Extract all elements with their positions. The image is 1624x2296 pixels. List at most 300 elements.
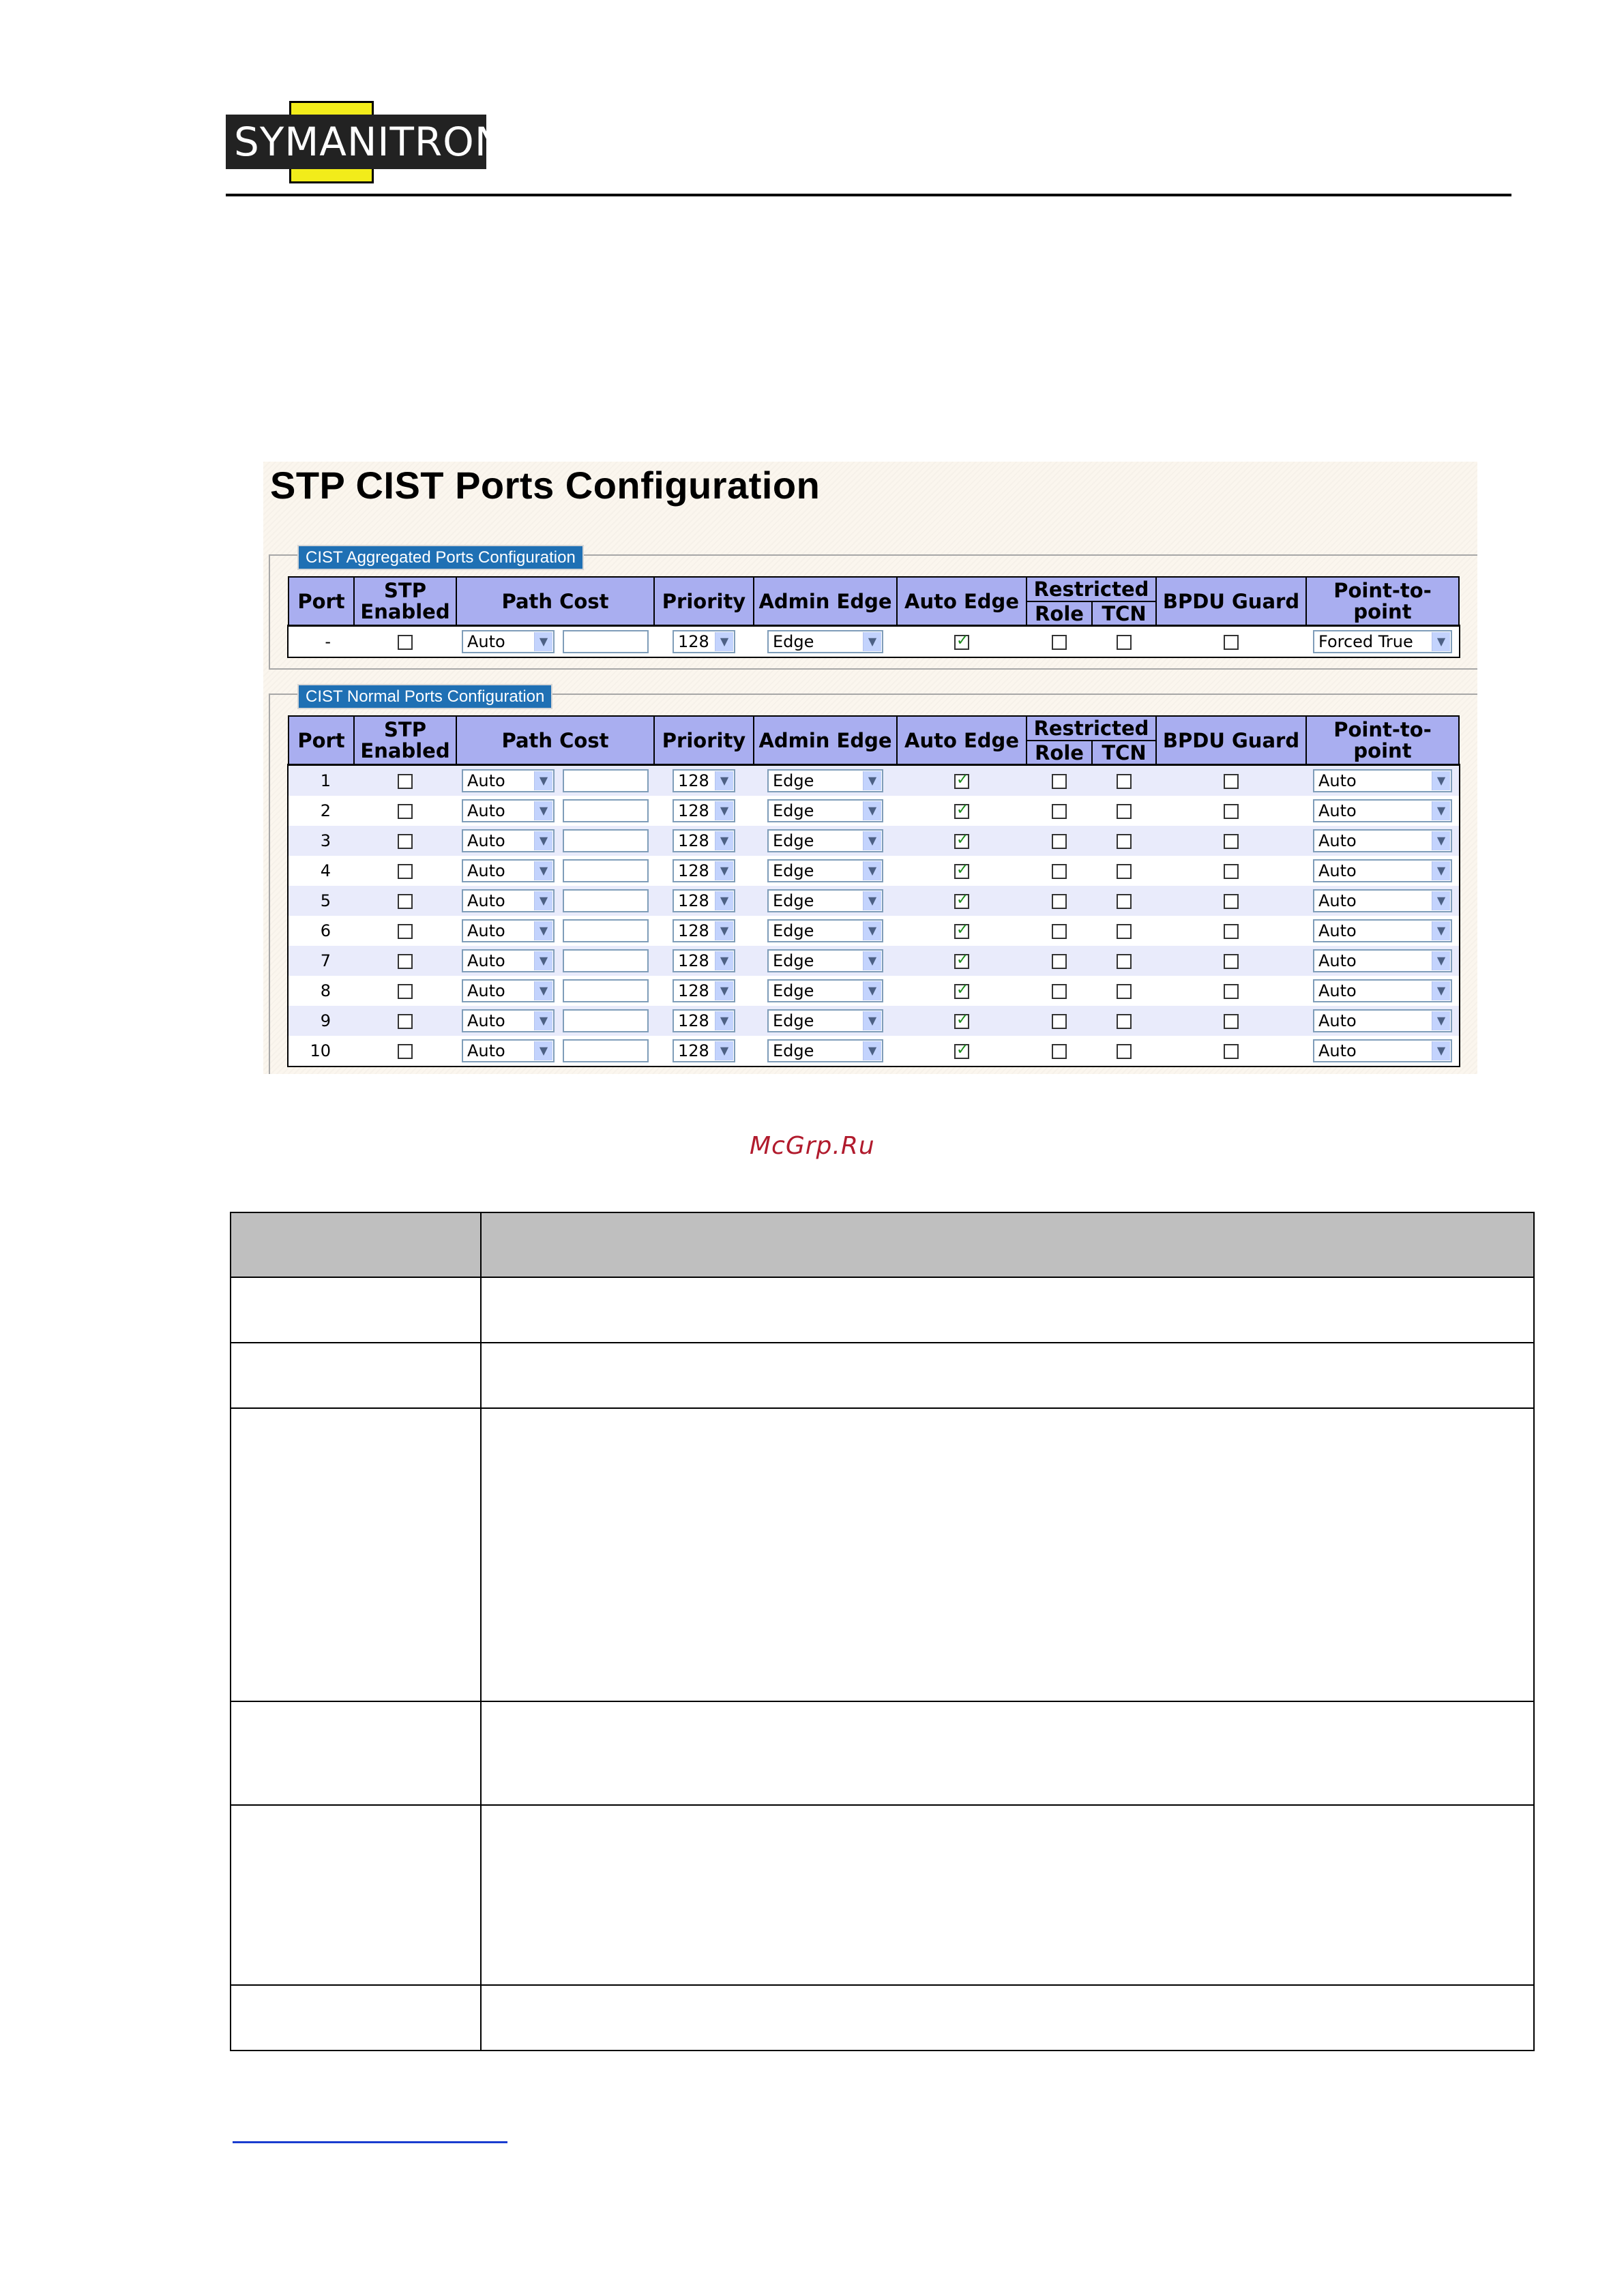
point-to-point-select[interactable] (1313, 979, 1452, 1002)
path-cost-cell (456, 886, 654, 916)
auto-edge-checkbox[interactable] (954, 804, 969, 819)
restricted-tcn-checkbox[interactable] (1117, 1014, 1132, 1029)
header-stp-enabled: STP Enabled (354, 577, 456, 626)
desc-row-text (481, 1408, 1534, 1701)
desc-row-text (481, 1277, 1534, 1343)
chevron-down-icon[interactable]: ▼ (534, 1041, 552, 1060)
bpdu-guard-cell (1156, 1006, 1306, 1036)
chevron-down-icon[interactable]: ▼ (1432, 1011, 1450, 1030)
point-to-point-cell (1306, 886, 1459, 916)
chevron-down-icon[interactable]: ▼ (863, 1041, 881, 1060)
restricted-role-checkbox[interactable] (1052, 984, 1067, 999)
auto-edge-cell (897, 1006, 1027, 1036)
path-cost-select[interactable] (462, 769, 555, 792)
auto-edge-checkbox[interactable] (954, 1014, 969, 1029)
aggregated-ports-table (288, 576, 1460, 657)
header-stp-enabled: STP Enabled (354, 716, 456, 765)
port-number: 7 (320, 951, 331, 970)
chevron-down-icon[interactable]: ▼ (715, 801, 733, 820)
priority-select-value: 128 (678, 861, 709, 880)
priority-select[interactable] (673, 859, 735, 882)
admin-edge-select[interactable] (767, 799, 883, 822)
path-cost-input[interactable] (563, 1009, 649, 1032)
restricted-tcn-checkbox[interactable] (1117, 864, 1132, 879)
port-number: 3 (320, 831, 331, 850)
path-cost-cell (456, 916, 654, 946)
path-cost-select-value: Auto (467, 831, 505, 850)
path-cost-select[interactable] (462, 1009, 555, 1032)
chevron-down-icon[interactable]: ▼ (534, 921, 552, 940)
admin-edge-select-value: Edge (773, 981, 814, 1000)
admin-edge-select[interactable] (767, 949, 883, 972)
chevron-down-icon[interactable]: ▼ (863, 951, 881, 970)
restricted-tcn-checkbox[interactable] (1117, 635, 1132, 650)
chevron-down-icon[interactable]: ▼ (863, 831, 881, 850)
path-cost-cell (456, 946, 654, 976)
header-path-cost: Path Cost (456, 577, 654, 626)
admin-edge-select-value: Edge (773, 632, 814, 651)
auto-edge-checkbox[interactable] (954, 894, 969, 909)
admin-edge-select[interactable] (767, 630, 883, 653)
priority-select-value: 128 (678, 801, 709, 820)
chevron-down-icon[interactable]: ▼ (863, 632, 881, 651)
port-cell (289, 826, 354, 856)
restricted-role-cell (1027, 976, 1092, 1006)
desc-header-description (481, 1212, 1534, 1277)
path-cost-select-value: Auto (467, 771, 505, 790)
path-cost-select-value: Auto (467, 981, 505, 1000)
bpdu-guard-checkbox[interactable] (1224, 894, 1239, 909)
normal-ports-table (288, 715, 1460, 1066)
desc-row-text (481, 1985, 1534, 2051)
point-to-point-select[interactable] (1313, 769, 1452, 792)
auto-edge-checkbox[interactable] (954, 1044, 969, 1059)
header-auto-edge: Auto Edge (897, 716, 1027, 765)
priority-cell (654, 856, 754, 886)
priority-select-value: 128 (678, 771, 709, 790)
header-bpdu-guard: BPDU Guard (1156, 716, 1306, 765)
normal-ports-fieldset (269, 687, 1477, 1074)
logo-text: SYMANITRON (234, 119, 505, 165)
path-cost-cell (456, 826, 654, 856)
auto-edge-checkbox[interactable] (954, 984, 969, 999)
path-cost-cell (456, 765, 654, 796)
chevron-down-icon[interactable]: ▼ (1432, 801, 1450, 820)
priority-select[interactable] (673, 829, 735, 852)
restricted-tcn-checkbox[interactable] (1117, 834, 1132, 849)
auto-edge-checkbox[interactable] (954, 834, 969, 849)
port-cell (289, 796, 354, 826)
path-cost-select-value: Auto (467, 861, 505, 880)
admin-edge-cell (754, 1036, 897, 1066)
point-to-point-cell (1306, 626, 1459, 657)
point-to-point-select[interactable] (1313, 630, 1452, 653)
path-cost-select[interactable] (462, 889, 555, 912)
restricted-role-cell (1027, 1006, 1092, 1036)
restricted-role-cell (1027, 916, 1092, 946)
chevron-down-icon[interactable]: ▼ (534, 951, 552, 970)
chevron-down-icon[interactable]: ▼ (534, 891, 552, 910)
path-cost-select[interactable] (462, 859, 555, 882)
path-cost-input[interactable] (563, 769, 649, 792)
restricted-role-cell (1027, 765, 1092, 796)
header-port: Port (289, 577, 354, 626)
stp-enabled-checkbox[interactable] (398, 834, 413, 849)
stp-enabled-cell (354, 946, 456, 976)
point-to-point-select-value: Auto (1318, 951, 1357, 970)
desc-row-text (481, 1805, 1534, 1985)
path-cost-select-value: Auto (467, 921, 505, 940)
header-path-cost: Path Cost (456, 716, 654, 765)
path-cost-select-value: Auto (467, 1011, 505, 1030)
path-cost-input[interactable] (563, 919, 649, 942)
chevron-down-icon[interactable]: ▼ (863, 1011, 881, 1030)
restricted-tcn-cell (1092, 1006, 1156, 1036)
restricted-tcn-checkbox[interactable] (1117, 984, 1132, 999)
stp-enabled-checkbox[interactable] (398, 984, 413, 999)
path-cost-select-value: Auto (467, 1041, 505, 1060)
chevron-down-icon[interactable]: ▼ (1432, 771, 1450, 790)
admin-edge-select[interactable] (767, 889, 883, 912)
normal-legend: CIST Normal Ports Configuration (297, 684, 552, 709)
path-cost-select-value: Auto (467, 951, 505, 970)
auto-edge-cell (897, 916, 1027, 946)
bpdu-guard-checkbox[interactable] (1224, 1014, 1239, 1029)
port-number: 4 (320, 861, 331, 880)
bpdu-guard-checkbox[interactable] (1224, 1044, 1239, 1059)
priority-select-value: 128 (678, 921, 709, 940)
chevron-down-icon[interactable]: ▼ (863, 891, 881, 910)
stp-enabled-checkbox[interactable] (398, 954, 413, 969)
table-row (289, 856, 1459, 886)
chevron-down-icon[interactable]: ▼ (715, 891, 733, 910)
chevron-down-icon[interactable]: ▼ (715, 951, 733, 970)
restricted-tcn-checkbox[interactable] (1117, 1044, 1132, 1059)
header-admin-edge: Admin Edge (754, 716, 897, 765)
chevron-down-icon[interactable]: ▼ (715, 632, 733, 651)
path-cost-select[interactable] (462, 829, 555, 852)
chevron-down-icon[interactable]: ▼ (1432, 921, 1450, 940)
chevron-down-icon[interactable]: ▼ (863, 921, 881, 940)
priority-select[interactable] (673, 630, 735, 653)
restricted-role-cell (1027, 626, 1092, 657)
path-cost-input[interactable] (563, 949, 649, 972)
chevron-down-icon[interactable]: ▼ (715, 861, 733, 880)
admin-edge-cell (754, 946, 897, 976)
admin-edge-select[interactable] (767, 919, 883, 942)
admin-edge-select[interactable] (767, 1039, 883, 1062)
chevron-down-icon[interactable]: ▼ (715, 1041, 733, 1060)
priority-cell (654, 626, 754, 657)
point-to-point-select[interactable] (1313, 889, 1452, 912)
admin-edge-select[interactable] (767, 1009, 883, 1032)
chevron-down-icon[interactable]: ▼ (715, 771, 733, 790)
priority-select[interactable] (673, 1039, 735, 1062)
stp-enabled-checkbox[interactable] (398, 774, 413, 789)
restricted-role-checkbox[interactable] (1052, 1014, 1067, 1029)
stp-enabled-checkbox[interactable] (398, 924, 413, 939)
admin-edge-cell (754, 886, 897, 916)
chevron-down-icon[interactable]: ▼ (863, 771, 881, 790)
chevron-down-icon[interactable]: ▼ (1432, 981, 1450, 1000)
admin-edge-select-value: Edge (773, 1041, 814, 1060)
bpdu-guard-cell (1156, 976, 1306, 1006)
restricted-tcn-cell (1092, 976, 1156, 1006)
path-cost-select[interactable] (462, 979, 555, 1002)
stp-enabled-cell (354, 765, 456, 796)
restricted-tcn-cell (1092, 856, 1156, 886)
header-tcn: TCN (1092, 741, 1156, 765)
point-to-point-select[interactable] (1313, 919, 1452, 942)
priority-select[interactable] (673, 889, 735, 912)
desc-row-text (481, 1343, 1534, 1408)
stp-enabled-checkbox[interactable] (398, 864, 413, 879)
priority-select[interactable] (673, 799, 735, 822)
restricted-role-checkbox[interactable] (1052, 954, 1067, 969)
port-cell (289, 1036, 354, 1066)
port-cell (289, 856, 354, 886)
chevron-down-icon[interactable]: ▼ (863, 801, 881, 820)
table-row (289, 886, 1459, 916)
bpdu-guard-checkbox[interactable] (1224, 774, 1239, 789)
chevron-down-icon[interactable]: ▼ (1432, 1041, 1450, 1060)
bpdu-guard-cell (1156, 796, 1306, 826)
chevron-down-icon[interactable]: ▼ (534, 831, 552, 850)
stp-enabled-cell (354, 626, 456, 657)
restricted-role-checkbox[interactable] (1052, 924, 1067, 939)
port-cell (289, 886, 354, 916)
chevron-down-icon[interactable]: ▼ (715, 1011, 733, 1030)
port-cell (289, 946, 354, 976)
auto-edge-checkbox[interactable] (954, 954, 969, 969)
chevron-down-icon[interactable]: ▼ (1432, 632, 1450, 651)
header-point-to-point: Point-to- point (1306, 577, 1459, 626)
auto-edge-cell (897, 765, 1027, 796)
admin-edge-select-value: Edge (773, 861, 814, 880)
restricted-tcn-cell (1092, 626, 1156, 657)
path-cost-input[interactable] (563, 799, 649, 822)
bpdu-guard-checkbox[interactable] (1224, 804, 1239, 819)
auto-edge-checkbox[interactable] (954, 635, 969, 650)
stp-cist-screenshot (263, 462, 1477, 1074)
point-to-point-cell (1306, 765, 1459, 796)
bpdu-guard-checkbox[interactable] (1224, 864, 1239, 879)
stp-enabled-checkbox[interactable] (398, 894, 413, 909)
restricted-role-checkbox[interactable] (1052, 864, 1067, 879)
auto-edge-checkbox[interactable] (954, 864, 969, 879)
table-row (289, 1036, 1459, 1066)
restricted-role-checkbox[interactable] (1052, 635, 1067, 650)
stp-enabled-checkbox[interactable] (398, 635, 413, 650)
bpdu-guard-cell (1156, 946, 1306, 976)
restricted-tcn-checkbox[interactable] (1117, 894, 1132, 909)
admin-edge-select-value: Edge (773, 831, 814, 850)
chevron-down-icon[interactable]: ▼ (534, 632, 552, 651)
chevron-down-icon[interactable]: ▼ (534, 1011, 552, 1030)
auto-edge-cell (897, 796, 1027, 826)
admin-edge-cell (754, 976, 897, 1006)
priority-cell (654, 1006, 754, 1036)
path-cost-input[interactable] (563, 1039, 649, 1062)
restricted-tcn-checkbox[interactable] (1117, 774, 1132, 789)
desc-row-label (231, 1277, 481, 1343)
bpdu-guard-checkbox[interactable] (1224, 635, 1239, 650)
path-cost-select[interactable] (462, 949, 555, 972)
priority-select-value: 128 (678, 831, 709, 850)
restricted-tcn-cell (1092, 886, 1156, 916)
aggregated-ports-fieldset (269, 548, 1477, 670)
port-number: - (325, 632, 331, 651)
chevron-down-icon[interactable]: ▼ (715, 831, 733, 850)
restricted-tcn-checkbox[interactable] (1117, 924, 1132, 939)
admin-edge-select[interactable] (767, 859, 883, 882)
table-row (289, 916, 1459, 946)
bpdu-guard-checkbox[interactable] (1224, 924, 1239, 939)
table-row (289, 796, 1459, 826)
point-to-point-select-value: Auto (1318, 831, 1357, 850)
chevron-down-icon[interactable]: ▼ (534, 861, 552, 880)
auto-edge-cell (897, 976, 1027, 1006)
footer-link-underline[interactable] (233, 2141, 507, 2143)
stp-enabled-checkbox[interactable] (398, 1014, 413, 1029)
path-cost-select-value: Auto (467, 632, 505, 651)
restricted-role-checkbox[interactable] (1052, 774, 1067, 789)
point-to-point-select-value: Auto (1318, 861, 1357, 880)
point-to-point-select[interactable] (1313, 949, 1452, 972)
restricted-role-checkbox[interactable] (1052, 1044, 1067, 1059)
restricted-tcn-cell (1092, 946, 1156, 976)
path-cost-select[interactable] (462, 630, 555, 653)
point-to-point-select[interactable] (1313, 829, 1452, 852)
priority-select-value: 128 (678, 981, 709, 1000)
path-cost-cell (456, 976, 654, 1006)
priority-cell (654, 826, 754, 856)
stp-enabled-checkbox[interactable] (398, 1044, 413, 1059)
port-cell (289, 1006, 354, 1036)
port-cell (289, 916, 354, 946)
auto-edge-checkbox[interactable] (954, 924, 969, 939)
header-priority: Priority (654, 577, 754, 626)
restricted-role-cell (1027, 856, 1092, 886)
restricted-tcn-checkbox[interactable] (1117, 954, 1132, 969)
bpdu-guard-checkbox[interactable] (1224, 834, 1239, 849)
path-cost-input[interactable] (563, 859, 649, 882)
table-row (289, 1006, 1459, 1036)
auto-edge-cell (897, 826, 1027, 856)
admin-edge-cell (754, 856, 897, 886)
priority-cell (654, 946, 754, 976)
chevron-down-icon[interactable]: ▼ (1432, 861, 1450, 880)
path-cost-input[interactable] (563, 889, 649, 912)
chevron-down-icon[interactable]: ▼ (715, 921, 733, 940)
desc-row-label (231, 1701, 481, 1805)
path-cost-input[interactable] (563, 829, 649, 852)
bpdu-guard-cell (1156, 826, 1306, 856)
header-rule (226, 194, 1511, 196)
priority-select-value: 128 (678, 632, 709, 651)
point-to-point-select-value: Auto (1318, 891, 1357, 910)
table-row (289, 976, 1459, 1006)
auto-edge-checkbox[interactable] (954, 774, 969, 789)
admin-edge-select[interactable] (767, 979, 883, 1002)
stp-enabled-cell (354, 796, 456, 826)
admin-edge-select[interactable] (767, 769, 883, 792)
path-cost-input[interactable] (563, 630, 649, 653)
header-tcn: TCN (1092, 601, 1156, 626)
restricted-role-checkbox[interactable] (1052, 834, 1067, 849)
chevron-down-icon[interactable]: ▼ (863, 981, 881, 1000)
symanitron-logo (226, 101, 505, 183)
stp-enabled-cell (354, 1036, 456, 1066)
priority-select[interactable] (673, 1009, 735, 1032)
restricted-role-cell (1027, 886, 1092, 916)
page-title: STP CIST Ports Configuration (270, 464, 821, 507)
chevron-down-icon[interactable]: ▼ (1432, 951, 1450, 970)
header-port: Port (289, 716, 354, 765)
admin-edge-select-value: Edge (773, 891, 814, 910)
point-to-point-cell (1306, 856, 1459, 886)
priority-cell (654, 916, 754, 946)
port-number: 9 (320, 1011, 331, 1030)
path-cost-select[interactable] (462, 919, 555, 942)
restricted-tcn-checkbox[interactable] (1117, 804, 1132, 819)
restricted-role-cell (1027, 946, 1092, 976)
priority-select[interactable] (673, 949, 735, 972)
chevron-down-icon[interactable]: ▼ (534, 981, 552, 1000)
point-to-point-select[interactable] (1313, 799, 1452, 822)
priority-select[interactable] (673, 979, 735, 1002)
header-restricted: Restricted (1027, 577, 1156, 601)
bpdu-guard-cell (1156, 886, 1306, 916)
chevron-down-icon[interactable]: ▼ (863, 861, 881, 880)
point-to-point-select[interactable] (1313, 859, 1452, 882)
header-role: Role (1027, 741, 1092, 765)
priority-select[interactable] (673, 769, 735, 792)
port-number: 5 (320, 891, 331, 910)
chevron-down-icon[interactable]: ▼ (715, 981, 733, 1000)
bpdu-guard-checkbox[interactable] (1224, 954, 1239, 969)
admin-edge-select-value: Edge (773, 951, 814, 970)
priority-select[interactable] (673, 919, 735, 942)
chevron-down-icon[interactable]: ▼ (1432, 831, 1450, 850)
stp-enabled-checkbox[interactable] (398, 804, 413, 819)
chevron-down-icon[interactable]: ▼ (534, 801, 552, 820)
bpdu-guard-cell (1156, 856, 1306, 886)
path-cost-select[interactable] (462, 799, 555, 822)
admin-edge-select[interactable] (767, 829, 883, 852)
bpdu-guard-checkbox[interactable] (1224, 984, 1239, 999)
point-to-point-cell (1306, 1006, 1459, 1036)
point-to-point-cell (1306, 946, 1459, 976)
restricted-role-cell (1027, 796, 1092, 826)
point-to-point-select-value: Auto (1318, 921, 1357, 940)
admin-edge-cell (754, 796, 897, 826)
auto-edge-cell (897, 1036, 1027, 1066)
admin-edge-cell (754, 626, 897, 657)
point-to-point-select-value: Auto (1318, 981, 1357, 1000)
point-to-point-select[interactable] (1313, 1039, 1452, 1062)
path-cost-input[interactable] (563, 979, 649, 1002)
point-to-point-cell (1306, 796, 1459, 826)
table-row (289, 765, 1459, 796)
point-to-point-select[interactable] (1313, 1009, 1452, 1032)
path-cost-select[interactable] (462, 1039, 555, 1062)
chevron-down-icon[interactable]: ▼ (534, 771, 552, 790)
restricted-role-checkbox[interactable] (1052, 804, 1067, 819)
stp-enabled-cell (354, 826, 456, 856)
chevron-down-icon[interactable]: ▼ (1432, 891, 1450, 910)
restricted-role-checkbox[interactable] (1052, 894, 1067, 909)
